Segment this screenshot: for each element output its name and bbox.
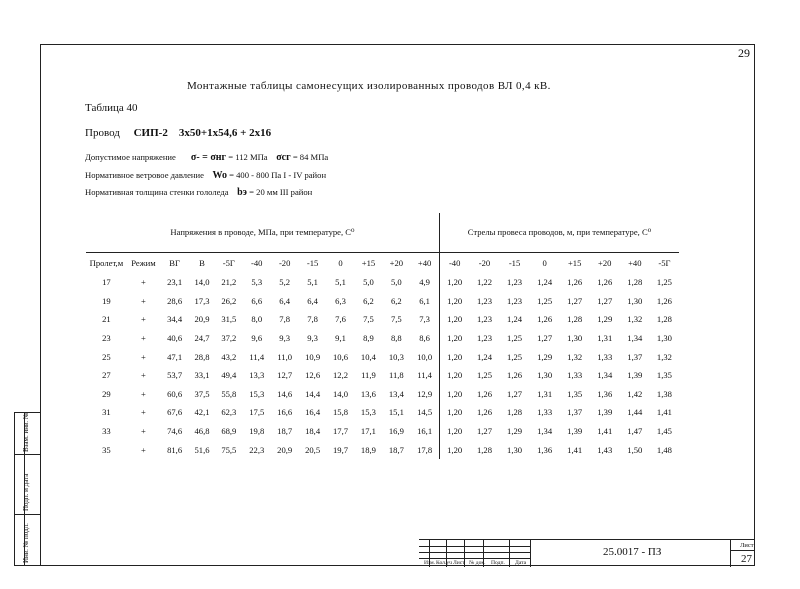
table-cell: 6,4 xyxy=(307,295,318,306)
table-cell: 40,6 xyxy=(167,333,183,344)
table-cell: + xyxy=(141,351,146,362)
table-cell: + xyxy=(141,444,146,455)
table-cell: 8,6 xyxy=(410,329,439,348)
wire-line xyxy=(85,127,271,139)
table-cell: 1,27 xyxy=(597,295,613,306)
table-cell: 67,6 xyxy=(167,407,183,418)
table-cell: 1,31 xyxy=(537,388,553,399)
table-row xyxy=(86,292,679,311)
param-label: Нормативное ветровое давление xyxy=(85,170,204,180)
column-header: -5Г xyxy=(658,258,671,268)
table-cell: 12,7 xyxy=(277,370,293,381)
document-number: 25.0017 - ПЗ xyxy=(603,546,662,558)
table-label: Таблица 40 xyxy=(85,102,138,114)
column-header: В xyxy=(199,258,205,268)
table-cell: 1,24 xyxy=(537,277,553,288)
table-cell: 55,8 xyxy=(221,388,237,399)
table-cell: 20,9 xyxy=(277,444,293,455)
param-symbol: σ- = σнг xyxy=(190,152,227,163)
table-cell: 29 xyxy=(102,388,111,399)
table-cell: 1,25 xyxy=(507,333,523,344)
table-cell: 5,1 xyxy=(335,277,346,288)
table-cell: 8,9 xyxy=(363,333,374,344)
table-cell: 7,3 xyxy=(410,310,439,329)
table-cell: 7,6 xyxy=(335,314,346,325)
table-cell: 15,3 xyxy=(360,407,376,418)
table-cell: 33 xyxy=(102,426,111,437)
table-cell: 1,35 xyxy=(656,370,672,381)
table-cell: 75,5 xyxy=(221,444,237,455)
table-cell: 6,4 xyxy=(279,295,291,306)
table-cell: 18,9 xyxy=(360,444,376,455)
table-cell: 37,5 xyxy=(194,388,210,399)
table-cell: 6,1 xyxy=(410,292,439,311)
table-cell: 1,26 xyxy=(537,314,553,325)
table-cell: 1,34 xyxy=(627,333,643,344)
table-cell: 74,6 xyxy=(167,426,183,437)
table-cell: 5,2 xyxy=(279,277,291,288)
table-cell: 1,26 xyxy=(656,295,672,306)
table-cell: 21,2 xyxy=(221,277,237,288)
table-cell: 17,1 xyxy=(360,426,376,437)
column-header: +15 xyxy=(361,258,376,268)
table-cell: 1,39 xyxy=(627,370,643,381)
table-cell: 13,6 xyxy=(360,388,376,399)
table-cell: 1,32 xyxy=(567,351,583,362)
table-cell: 1,32 xyxy=(656,351,672,362)
table-row xyxy=(86,403,679,422)
table-cell: 12,2 xyxy=(333,370,349,381)
table-cell: 5,1 xyxy=(307,277,318,288)
table-cell: 16,9 xyxy=(388,426,404,437)
table-cell: 1,22 xyxy=(476,277,492,288)
param-value: = 20 мм III район xyxy=(249,187,313,197)
table-row xyxy=(86,273,679,292)
tb-col-docno: № док. xyxy=(469,560,486,566)
table-cell: 26,2 xyxy=(221,295,237,306)
param-label: Допустимое напряжение xyxy=(85,152,176,162)
column-header: Пролет,м xyxy=(89,258,124,268)
sidebar-label-replace: Взам. инв. № xyxy=(22,412,30,452)
table-cell: 1,27 xyxy=(537,333,553,344)
table-cell: 1,44 xyxy=(627,407,643,418)
table-cell: 19,7 xyxy=(333,444,349,455)
column-header: -15 xyxy=(306,258,319,268)
table-cell: 35 xyxy=(102,444,111,455)
table-cell: 7,8 xyxy=(307,314,318,325)
table-cell: 60,6 xyxy=(167,388,183,399)
approval-sidebar xyxy=(14,412,41,566)
column-header: +15 xyxy=(567,258,582,268)
table-cell: 1,33 xyxy=(597,351,613,362)
column-header: -20 xyxy=(478,258,491,268)
table-cell: 1,39 xyxy=(567,426,583,437)
group-header-stress: Напряжения в проводе, МПа, при температуре, С⁰ xyxy=(86,213,439,253)
table-cell: 5,0 xyxy=(390,277,402,288)
table-cell: + xyxy=(141,407,146,418)
wire-mark: СИП-2 xyxy=(133,127,168,139)
table-cell: 47,1 xyxy=(167,351,183,362)
param-value: = 84 МПа xyxy=(292,152,329,162)
table-cell: 23,1 xyxy=(167,277,183,288)
table-cell: 19,8 xyxy=(249,426,265,437)
sheet-label: Лист xyxy=(740,542,754,549)
table-cell: 1,26 xyxy=(567,277,583,288)
table-cell: 1,28 xyxy=(507,407,523,418)
table-cell: 1,27 xyxy=(567,295,583,306)
table-cell: 9,3 xyxy=(307,333,318,344)
wire-prefix: Провод xyxy=(85,127,120,139)
table-cell: 11,0 xyxy=(277,351,293,362)
table-cell: 16,4 xyxy=(305,407,321,418)
table-cell: 1,20 xyxy=(447,333,463,344)
table-cell: 27 xyxy=(102,370,111,381)
table-row xyxy=(86,422,679,441)
table-cell: + xyxy=(141,295,146,306)
table-cell: 19 xyxy=(102,295,111,306)
table-cell: 8,8 xyxy=(390,333,402,344)
column-header: -15 xyxy=(508,258,521,268)
sidebar-label-inventory: Инв. № подл. xyxy=(22,523,30,563)
param-symbol: bэ xyxy=(237,187,247,198)
table-cell: 1,28 xyxy=(656,314,672,325)
table-cell: 17,8 xyxy=(410,440,439,459)
table-cell: 1,26 xyxy=(476,407,492,418)
table-cell: 24,7 xyxy=(194,333,210,344)
column-header: +40 xyxy=(410,253,439,274)
table-cell: 16,6 xyxy=(277,407,293,418)
column-header: Режим xyxy=(131,258,156,268)
table-cell: 1,38 xyxy=(656,388,672,399)
table-cell: 1,20 xyxy=(447,426,463,437)
table-cell: 1,20 xyxy=(447,388,463,399)
table-cell: 11,4 xyxy=(249,351,265,362)
table-cell: 12,6 xyxy=(305,370,321,381)
table-cell: + xyxy=(141,426,146,437)
wire-section: 3х50+1х54,6 + 2х16 xyxy=(178,127,272,139)
table-cell: 68,9 xyxy=(221,426,237,437)
tb-col-sign: Подп. xyxy=(491,560,505,566)
group-header-row xyxy=(86,213,679,253)
table-cell: 1,20 xyxy=(447,314,463,325)
table-cell: 1,20 xyxy=(447,370,463,381)
tb-col-sheet: Лист xyxy=(453,560,465,566)
table-cell: 1,36 xyxy=(537,444,553,455)
column-header: +20 xyxy=(389,258,404,268)
table-cell: 1,33 xyxy=(567,370,583,381)
table-row xyxy=(86,310,679,329)
table-cell: 7,5 xyxy=(363,314,374,325)
table-cell: 12,9 xyxy=(410,385,439,404)
table-cell: 1,30 xyxy=(656,333,672,344)
table-cell: 28,6 xyxy=(167,295,183,306)
table-cell: 10,3 xyxy=(388,351,404,362)
table-cell: 37,2 xyxy=(221,333,237,344)
table-cell: 81,6 xyxy=(167,444,183,455)
table-cell: 1,28 xyxy=(567,314,583,325)
table-cell: 1,28 xyxy=(627,277,643,288)
table-cell: 1,41 xyxy=(567,444,583,455)
table-cell: 1,30 xyxy=(567,333,583,344)
table-cell: 1,43 xyxy=(597,444,613,455)
table-cell: 1,20 xyxy=(447,407,463,418)
table-cell: 1,41 xyxy=(656,407,672,418)
table-cell: + xyxy=(141,388,146,399)
table-cell: 1,25 xyxy=(537,295,553,306)
table-cell: 13,3 xyxy=(249,370,265,381)
table-cell: 6,3 xyxy=(335,295,346,306)
table-cell: 31 xyxy=(102,407,111,418)
table-cell: 14,0 xyxy=(333,388,349,399)
table-cell: 11,4 xyxy=(410,366,439,385)
table-cell: 1,29 xyxy=(507,426,523,437)
column-header: ВГ xyxy=(169,258,180,268)
column-header: -20 xyxy=(278,258,291,268)
table-cell: 1,26 xyxy=(507,370,523,381)
table-cell: 1,29 xyxy=(537,351,553,362)
document-title: Монтажные таблицы самонесущих изолированных проводов ВЛ 0,4 кВ. xyxy=(187,80,551,92)
table-cell: 1,37 xyxy=(627,351,643,362)
table-cell: 53,7 xyxy=(167,370,183,381)
table-cell: + xyxy=(141,314,146,325)
tb-col-date: Дата xyxy=(515,560,527,566)
table-cell: 15,1 xyxy=(388,407,404,418)
title-block xyxy=(419,539,755,566)
table-cell: 1,23 xyxy=(507,295,523,306)
table-cell: 9,3 xyxy=(279,333,291,344)
column-header: -5Г xyxy=(222,258,235,268)
table-cell: 1,26 xyxy=(597,277,613,288)
table-row xyxy=(86,366,679,385)
table-cell: 17,3 xyxy=(194,295,210,306)
sheet-number: 27 xyxy=(741,553,752,565)
tb-col-qty: Кол.уч xyxy=(436,560,452,566)
table-cell: 18,7 xyxy=(388,444,404,455)
table-cell: 28,8 xyxy=(194,351,210,362)
param-label: Нормативная толщина стенки гололеда xyxy=(85,187,229,197)
column-header: 0 xyxy=(338,258,343,268)
table-cell: 42,1 xyxy=(194,407,210,418)
table-cell: 14,5 xyxy=(410,403,439,422)
table-cell: 1,25 xyxy=(656,277,672,288)
table-cell: 4,9 xyxy=(410,273,439,292)
table-cell: 20,5 xyxy=(305,444,321,455)
table-cell: 1,31 xyxy=(597,333,613,344)
table-cell: 1,42 xyxy=(627,388,643,399)
table-cell: 1,25 xyxy=(507,351,523,362)
table-cell: 1,48 xyxy=(656,444,672,455)
table-cell: 1,27 xyxy=(507,388,523,399)
param-symbol: σсг xyxy=(276,152,291,163)
table-cell: 43,2 xyxy=(221,351,237,362)
table-row xyxy=(86,385,679,404)
param-ice-thickness xyxy=(85,187,312,198)
table-cell: 14,0 xyxy=(194,277,210,288)
page-number: 29 xyxy=(738,46,750,60)
column-header: -40 xyxy=(448,258,461,268)
mounting-table xyxy=(86,213,679,459)
table-cell: 20,9 xyxy=(194,314,210,325)
table-cell: 1,36 xyxy=(597,388,613,399)
param-allowed-stress xyxy=(85,152,328,163)
table-cell: + xyxy=(141,370,146,381)
table-cell: 10,9 xyxy=(305,351,321,362)
table-cell: 1,32 xyxy=(627,314,643,325)
table-cell: 1,26 xyxy=(476,388,492,399)
table-cell: 1,20 xyxy=(447,295,463,306)
table-cell: 1,27 xyxy=(476,426,492,437)
column-header: 0 xyxy=(542,258,547,268)
table-cell: 1,20 xyxy=(447,351,463,362)
table-cell: 22,3 xyxy=(249,444,265,455)
table-cell: 23 xyxy=(102,333,111,344)
group-header-sag: Стрелы провеса проводов, м, при температуре, С⁰ xyxy=(439,213,679,253)
param-value: = 400 - 800 Па I - IV район xyxy=(229,170,327,180)
table-cell: 8,0 xyxy=(251,314,263,325)
table-cell: 49,4 xyxy=(221,370,237,381)
table-cell: 1,37 xyxy=(567,407,583,418)
table-cell: 31,5 xyxy=(221,314,237,325)
table-cell: 1,39 xyxy=(597,407,613,418)
param-symbol: Wo xyxy=(212,170,227,181)
table-cell: 1,34 xyxy=(537,426,553,437)
table-cell: 14,4 xyxy=(305,388,321,399)
table-cell: 1,41 xyxy=(597,426,613,437)
table-row xyxy=(86,347,679,366)
sidebar-label-sign: Подп. и дата xyxy=(22,473,30,511)
table-cell: 46,8 xyxy=(194,426,210,437)
table-cell: 6,2 xyxy=(390,295,402,306)
table-cell: + xyxy=(141,277,146,288)
table-cell: 14,6 xyxy=(277,388,293,399)
table-cell: 15,3 xyxy=(249,388,265,399)
table-cell: 62,3 xyxy=(221,407,237,418)
table-cell: 1,20 xyxy=(447,444,463,455)
table-cell: 16,1 xyxy=(410,422,439,441)
column-header: +20 xyxy=(598,258,612,268)
table-cell: 1,47 xyxy=(627,426,643,437)
table-cell: 1,34 xyxy=(597,370,613,381)
table-cell: 1,30 xyxy=(537,370,553,381)
table-cell: 1,30 xyxy=(507,444,523,455)
table-cell: 15,8 xyxy=(333,407,349,418)
table-row xyxy=(86,440,679,459)
table-cell: 10,6 xyxy=(333,351,349,362)
table-cell: 25 xyxy=(102,351,111,362)
table-cell: 1,30 xyxy=(627,295,643,306)
table-cell: 13,4 xyxy=(388,388,404,399)
table-cell: 1,20 xyxy=(447,277,463,288)
table-cell: 11,8 xyxy=(389,370,404,381)
table-cell: 18,4 xyxy=(305,426,321,437)
table-cell: 17,7 xyxy=(333,426,349,437)
param-value: = 112 МПа xyxy=(228,152,268,162)
table-cell: 21 xyxy=(102,314,111,325)
table-cell: 1,23 xyxy=(476,333,492,344)
column-header: -40 xyxy=(251,258,263,268)
table-cell: 17,5 xyxy=(249,407,265,418)
table-row xyxy=(86,329,679,348)
table-cell: 5,3 xyxy=(251,277,263,288)
table-cell: 18,7 xyxy=(277,426,293,437)
table-cell: 1,35 xyxy=(567,388,583,399)
table-cell: 6,2 xyxy=(363,295,374,306)
column-header-row xyxy=(86,253,679,274)
column-header: +40 xyxy=(628,258,642,268)
table-cell: 1,24 xyxy=(476,351,492,362)
table-cell: 6,6 xyxy=(251,295,263,306)
table-cell: 1,45 xyxy=(656,426,672,437)
table-cell: 7,8 xyxy=(279,314,291,325)
table-cell: 33,1 xyxy=(194,370,210,381)
table-cell: 17 xyxy=(102,277,111,288)
table-cell: 1,29 xyxy=(597,314,613,325)
table-cell: 1,23 xyxy=(476,314,492,325)
table-cell: 9,6 xyxy=(251,333,263,344)
table-cell: 1,25 xyxy=(476,370,492,381)
table-cell: 11,9 xyxy=(361,370,376,381)
table-cell: 1,28 xyxy=(476,444,492,455)
table-cell: 1,50 xyxy=(627,444,643,455)
param-wind-pressure xyxy=(85,170,326,181)
table-cell: 10,4 xyxy=(360,351,376,362)
table-cell: 1,33 xyxy=(537,407,553,418)
tb-col-change: Изм. xyxy=(424,560,436,566)
table-cell: 51,6 xyxy=(194,444,210,455)
table-cell: 34,4 xyxy=(167,314,183,325)
table-cell: + xyxy=(141,333,146,344)
table-cell: 9,1 xyxy=(335,333,346,344)
table-cell: 1,23 xyxy=(476,295,492,306)
table-cell: 10,0 xyxy=(410,347,439,366)
table-cell: 1,23 xyxy=(507,277,523,288)
table-cell: 7,5 xyxy=(390,314,402,325)
table-cell: 5,0 xyxy=(363,277,374,288)
table-cell: 1,24 xyxy=(507,314,523,325)
